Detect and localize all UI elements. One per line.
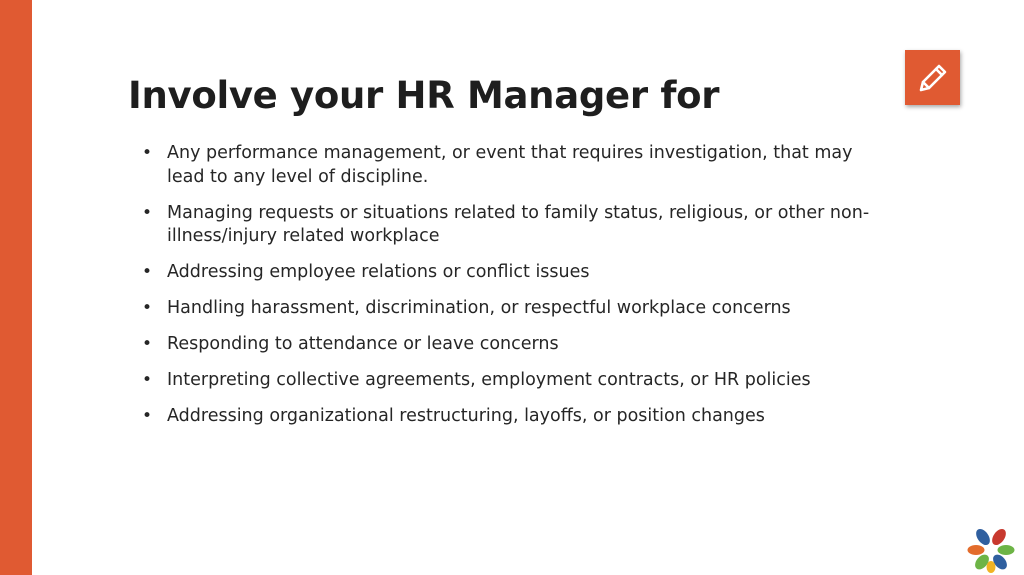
bullet-text: Handling harassment, discrimination, or respectful workplace concerns	[167, 298, 791, 318]
flower-logo	[966, 524, 1016, 574]
bullet-marker: •	[142, 202, 153, 223]
bullet-item	[140, 297, 880, 321]
bullet-item	[140, 333, 880, 357]
bullet-text: Addressing employee relations or conflict issues	[167, 262, 590, 282]
bullet-marker: •	[142, 298, 153, 318]
pencil-icon	[914, 59, 952, 97]
bullet-text: Interpreting collective agreements, employment contracts, or HR policies	[167, 370, 811, 390]
bullet-text: Managing requests or situations related to family status, religious, or other non-illness/injury related workplace	[167, 202, 870, 246]
bullet-text: Addressing organizational restructuring, layoffs, or position changes	[167, 406, 765, 426]
bullet-marker: •	[142, 370, 153, 390]
bullet-list	[140, 142, 880, 441]
left-accent-bar	[0, 0, 32, 575]
bullet-item	[140, 405, 880, 429]
bullet-text: Responding to attendance or leave concerns	[167, 334, 559, 354]
bullet-item	[140, 369, 880, 393]
edit-button[interactable]	[905, 50, 960, 105]
bullet-marker: •	[142, 406, 153, 426]
bullet-marker: •	[142, 143, 153, 163]
slide-title: Involve your HR Manager for	[128, 74, 720, 117]
bullet-text: Any performance management, or event that requires investigation, that may lead to any level of discipline.	[167, 143, 853, 187]
bullet-marker: •	[142, 334, 153, 354]
bullet-item	[140, 202, 880, 249]
bullet-marker: •	[142, 262, 153, 282]
bullet-item	[140, 142, 880, 189]
bullet-item	[140, 261, 880, 285]
